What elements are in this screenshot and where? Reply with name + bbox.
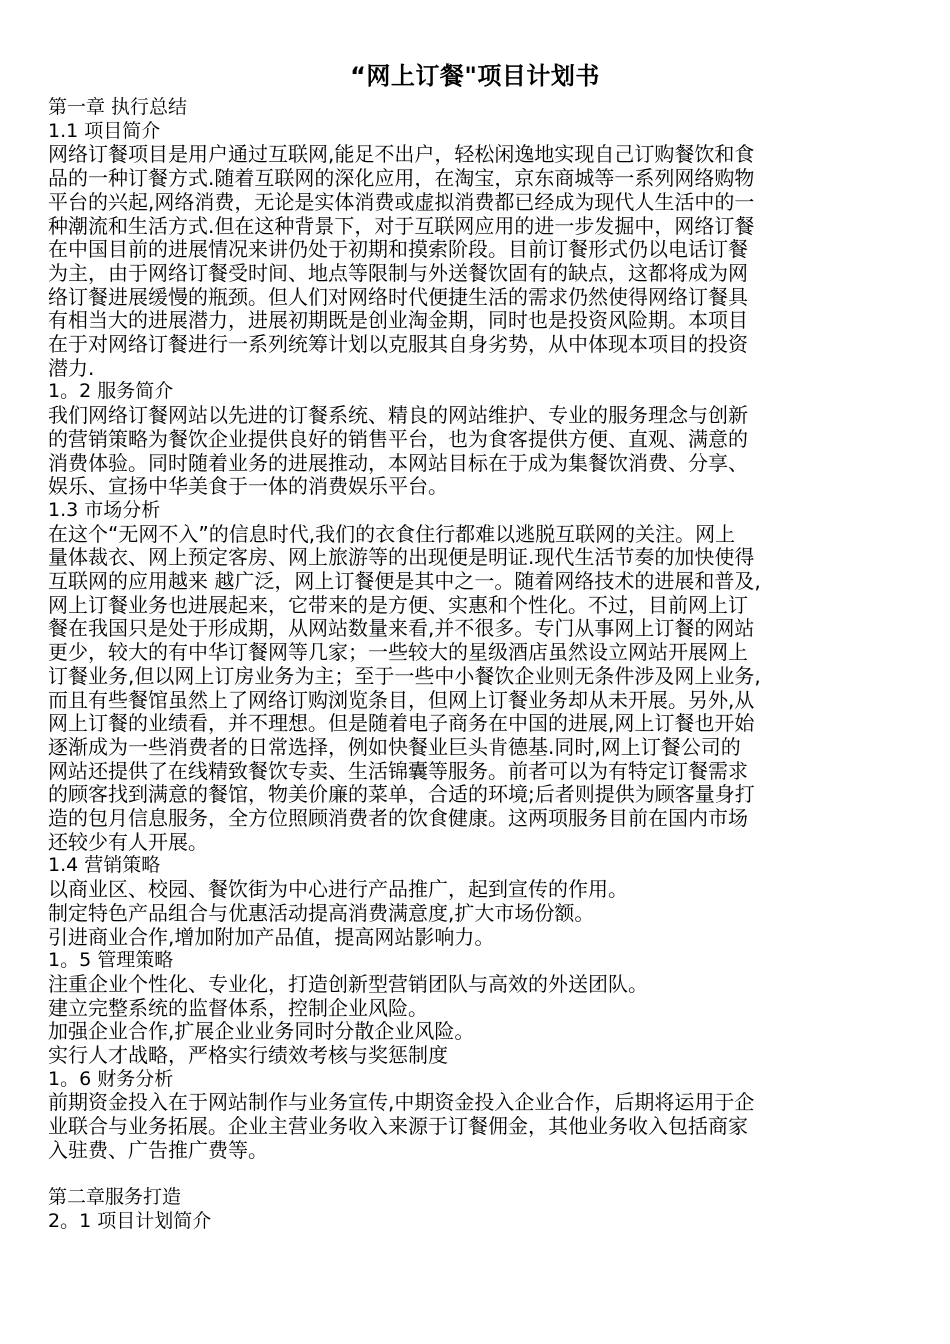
section-heading: 1.1 项目简介: [48, 120, 161, 142]
body-line: 娱乐、宣扬中华美食于一体的消费娱乐平台。: [48, 474, 448, 498]
body-line: 以商业区、校园、餐饮街为中心进行产品推广，起到宣传的作用。: [48, 877, 628, 901]
body-line: 前期资金投入在于网站制作与业务宣传,中期资金投入企业合作，后期将运用于企: [48, 1090, 755, 1114]
body-line: 量体裁衣、网上预定客房、网上旅游等的出现便是明证.现代生活节奏的加快使得: [48, 545, 755, 569]
body-line: 种潮流和生活方式.但在这种背景下，对于互联网应用的进一步发掘中，网络订餐: [48, 214, 755, 238]
body-line: 消费体验。同时随着业务的进展推动，本网站目标在于成为集餐饮消费、分享、: [48, 451, 748, 475]
body-line: 造的包月信息服务，全方位照顾消费者的饮食健康。这两项服务目前在国内市场: [48, 806, 748, 830]
body-line: 建立完整系统的监督体系，控制企业风险。: [48, 996, 428, 1020]
body-line: 注重企业个性化、专业化，打造创新型营销团队与高效的外送团队。: [48, 972, 648, 996]
body-line: 潜力.: [48, 356, 95, 380]
body-line: 餐在我国只是处于形成期，从网站数量来看,并不很多。专门从事网上订餐的网站: [48, 616, 755, 640]
body-line: 制定特色产品组合与优惠活动提高消费满意度,扩大市场份额。: [48, 901, 595, 925]
document-title: “网上订餐"项目计划书: [350, 62, 600, 90]
body-line: 在中国目前的进展情况来讲仍处于初期和摸索阶段。目前订餐形式仍以电话订餐: [48, 237, 748, 261]
body-line: 为主，由于网络订餐受时间、地点等限制与外送餐饮固有的缺点，这都将成为网: [48, 261, 748, 285]
body-line: 有相当大的进展潜力，进展初期既是创业淘金期，同时也是投资风险期。本项目: [48, 308, 748, 332]
section-heading: 第一章 执行总结: [48, 96, 188, 118]
section-heading: 1。6 财务分析: [48, 1068, 174, 1090]
section-heading: 1。5 管理策略: [48, 949, 174, 971]
body-line: 我们网络订餐网站以先进的订餐系统、精良的网站维护、专业的服务理念与创新: [48, 403, 748, 427]
body-line: 更少，较大的有中华订餐网等几家；一些较大的星级酒店虽然设立网站开展网上: [48, 640, 748, 664]
body-line: 加强企业合作,扩展企业业务同时分散企业风险。: [48, 1019, 475, 1043]
body-line: 网络订餐项目是用户通过互联网,能足不出户，轻松闲逸地实现自己订购餐饮和食: [48, 142, 755, 166]
body-line: 网站还提供了在线精致餐饮专卖、生活锦囊等服务。前者可以为有特定订餐需求: [48, 759, 748, 783]
section-heading: 1.4 营销策略: [48, 854, 161, 876]
body-line: 逐渐成为一些消费者的日常选择，例如快餐业巨头肯德基.同时,网上订餐公司的: [48, 735, 741, 759]
body-line: 品的一种订餐方式.随着互联网的深化应用，在淘宝，京东商城等一系列网络购物: [48, 166, 755, 190]
body-line: 的营销策略为餐饮企业提供良好的销售平台，也为食客提供方便、直观、满意的: [48, 427, 748, 451]
body-line: 入驻费、广告推广费等。: [48, 1138, 268, 1162]
body-line: 实行人才战略，严格实行绩效考核与奖惩制度: [48, 1043, 448, 1067]
section-heading: 1。2 服务简介: [48, 380, 174, 402]
body-line: 的顾客找到满意的餐馆，物美价廉的菜单，合适的环境;后者则提供为顾客量身打: [48, 782, 755, 806]
body-line: 互联网的应用越来 越广泛，网上订餐便是其中之一。随着网络技术的进展和普及,: [48, 569, 761, 593]
body-line: 网上订餐业务也进展起来，它带来的是方便、实惠和个性化。不过，目前网上订: [48, 593, 748, 617]
body-line: 在于对网络订餐进行一系列统筹计划以克服其自身劣势，从中体现本项目的投资: [48, 332, 748, 356]
body-line: 还较少有人开展。: [48, 830, 208, 854]
body-line: 络订餐进展缓慢的瓶颈。但人们对网络时代便捷生活的需求仍然使得网络订餐具: [48, 285, 748, 309]
section-heading: 2。1 项目计划简介: [48, 1210, 212, 1232]
section-heading: 1.3 市场分析: [48, 499, 161, 521]
body-line: 在这个“无网不入”的信息时代,我们的衣食住行都难以逃脱互联网的关注。网上: [48, 522, 736, 546]
body-line: 而且有些餐馆虽然上了网络订购浏览条目，但网上订餐业务却从未开展。另外,从: [48, 688, 755, 712]
body-line: 平台的兴起,网络消费，无论是实体消费或虚拟消费都已经成为现代人生活中的一: [48, 190, 755, 214]
body-line: 引进商业合作,增加附加产品值，提高网站影响力。: [48, 925, 495, 949]
body-line: 网上订餐的业绩看，并不理想。但是随着电子商务在中国的进展,网上订餐也开始: [48, 711, 755, 735]
body-line: 业联合与业务拓展。企业主营业务收入来源于订餐佣金，其他业务收入包括商家: [48, 1114, 748, 1138]
section-heading: 第二章服务打造: [48, 1186, 182, 1208]
body-line: 订餐业务,但以网上订房业务为主；至于一些中小餐饮企业则无条件涉及网上业务,: [48, 664, 761, 688]
